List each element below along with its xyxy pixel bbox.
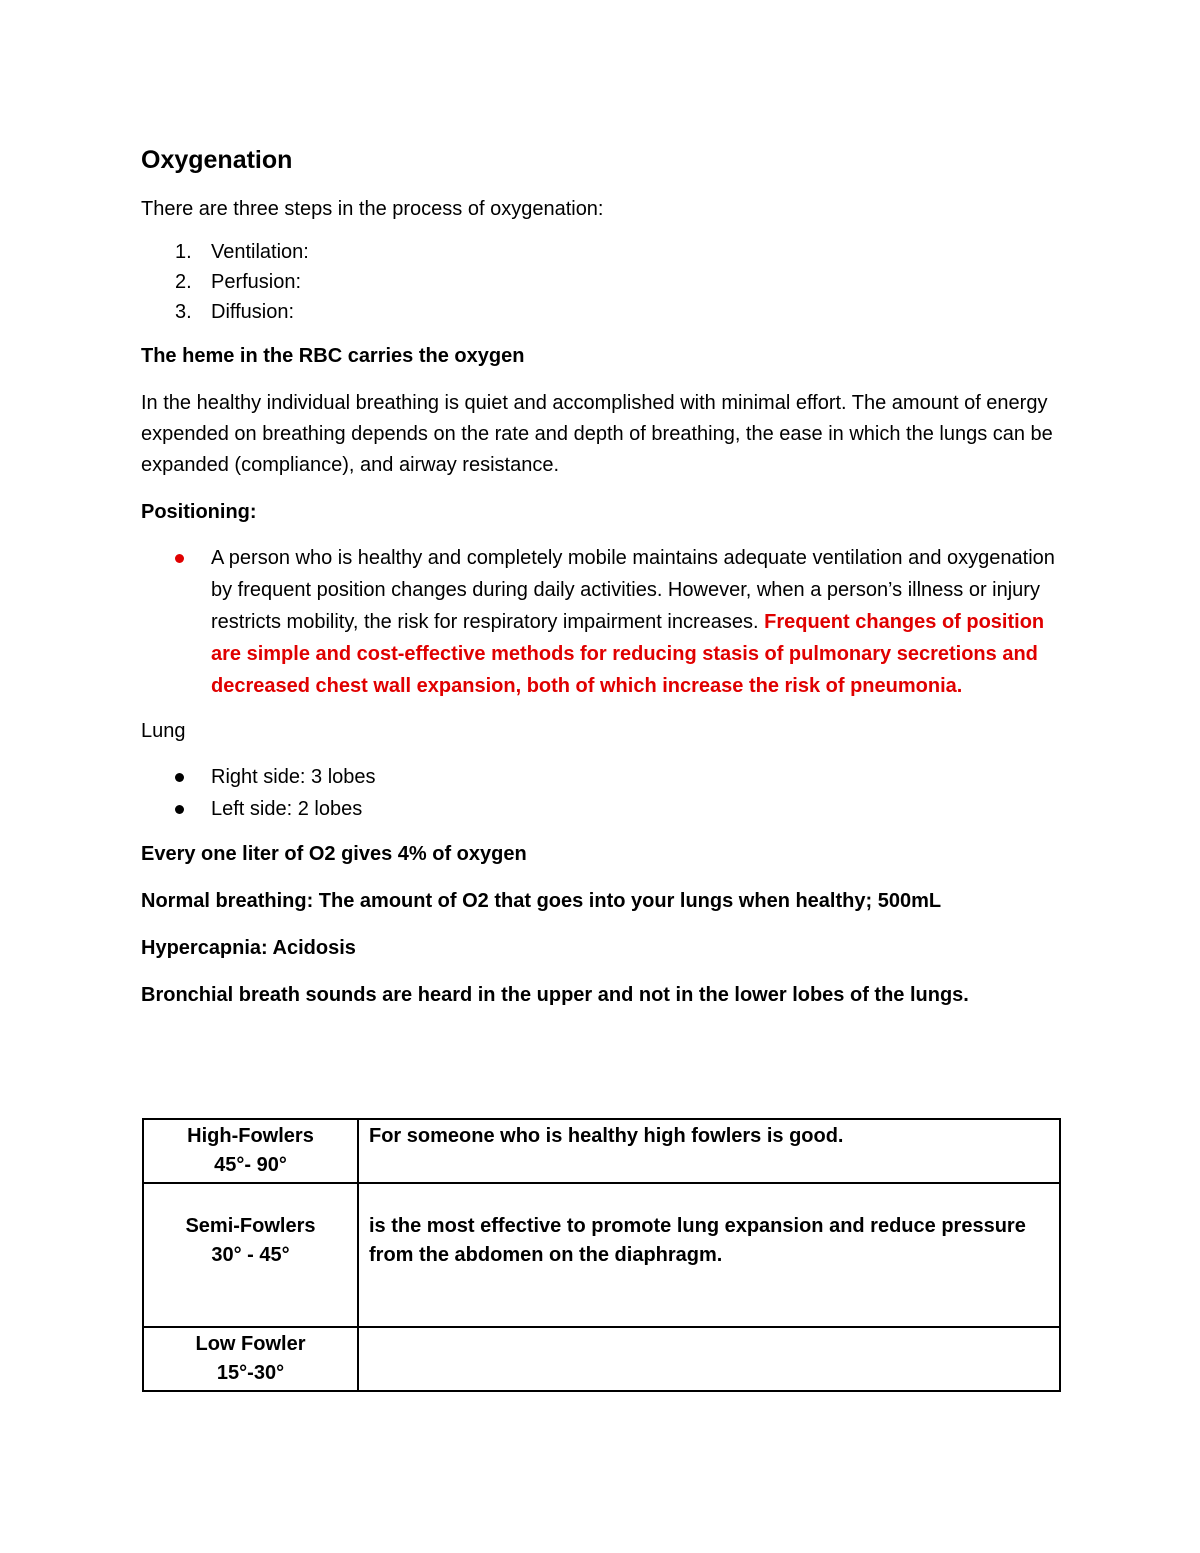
list-item bbox=[141, 237, 1061, 267]
list-item-label: Diffusion: bbox=[211, 301, 295, 323]
table-row bbox=[143, 1327, 1060, 1391]
list-item bbox=[141, 761, 1061, 793]
description-cell: For someone who is healthy high fowlers is good. bbox=[358, 1119, 1060, 1183]
position-angle: 15°-30° bbox=[216, 1362, 285, 1384]
list-number: 3. bbox=[175, 301, 192, 323]
page-title: Oxygenation bbox=[141, 146, 293, 174]
healthy-paragraph: In the healthy individual breathing is quiet and accomplished with minimal effort. The amount of energy expended on breathing depends on the rate and depth of breathing, the ease in which the lungs can be expanded (compliance), and airway resistance. bbox=[141, 392, 1053, 476]
position-name: Low Fowler bbox=[195, 1333, 306, 1355]
list-item bbox=[141, 542, 1061, 702]
list-number: 2. bbox=[175, 271, 192, 293]
fowler-positions-table bbox=[142, 1118, 1061, 1392]
positioning-heading: Positioning: bbox=[141, 501, 257, 523]
list-item bbox=[141, 297, 1061, 327]
list-number: 1. bbox=[175, 241, 192, 263]
position-angle: 30° - 45° bbox=[211, 1244, 290, 1266]
description-cell bbox=[358, 1327, 1060, 1391]
bullet-icon bbox=[175, 805, 184, 814]
heme-line: The heme in the RBC carries the oxygen bbox=[141, 345, 525, 367]
fact-o2-liter: Every one liter of O2 gives 4% of oxygen bbox=[141, 843, 527, 865]
lung-heading: Lung bbox=[141, 720, 186, 742]
lung-item-label: Left side: 2 lobes bbox=[211, 798, 363, 820]
positioning-list bbox=[141, 542, 1061, 702]
list-item bbox=[141, 793, 1061, 825]
position-name: Semi-Fowlers bbox=[185, 1215, 316, 1237]
steps-list bbox=[141, 237, 1061, 327]
position-cell bbox=[143, 1183, 358, 1327]
position-cell bbox=[143, 1327, 358, 1391]
lung-item-label: Right side: 3 lobes bbox=[211, 766, 376, 788]
list-item bbox=[141, 267, 1061, 297]
list-item-label: Perfusion: bbox=[211, 271, 302, 293]
fact-bronchial-sounds: Bronchial breath sounds are heard in the upper and not in the lower lobes of the lungs. bbox=[141, 984, 969, 1006]
positioning-emphasis-text: Frequent changes of position are simple and cost-effective methods for reducing stasis of pulmonary secretions and decreased chest wall expansion, both of which increase the risk of pneumonia. bbox=[211, 611, 1045, 697]
fact-normal-breathing: Normal breathing: The amount of O2 that goes into your lungs when healthy; 500mL bbox=[141, 890, 942, 912]
table-row bbox=[143, 1183, 1060, 1327]
description-cell: is the most effective to promote lung expansion and reduce pressure from the abdomen on the diaphragm. bbox=[358, 1183, 1060, 1327]
list-item-label: Ventilation: bbox=[211, 241, 309, 263]
position-name: High-Fowlers bbox=[187, 1125, 314, 1147]
document-body bbox=[141, 140, 1061, 1027]
position-angle: 45°- 90° bbox=[214, 1154, 287, 1176]
position-cell bbox=[143, 1119, 358, 1183]
fact-hypercapnia: Hypercapnia: Acidosis bbox=[141, 937, 356, 959]
lung-list bbox=[141, 761, 1061, 825]
table-row bbox=[143, 1119, 1060, 1183]
positioning-text: A person who is healthy and completely mobile maintains adequate ventilation and oxygenation by frequent position changes during daily activities. However, when a person’s illness or injury restricts mobility, the risk for respiratory impairment increases. bbox=[211, 547, 1055, 633]
bullet-icon bbox=[175, 554, 184, 563]
bullet-icon bbox=[175, 773, 184, 782]
intro-text: There are three steps in the process of oxygenation: bbox=[141, 198, 604, 220]
